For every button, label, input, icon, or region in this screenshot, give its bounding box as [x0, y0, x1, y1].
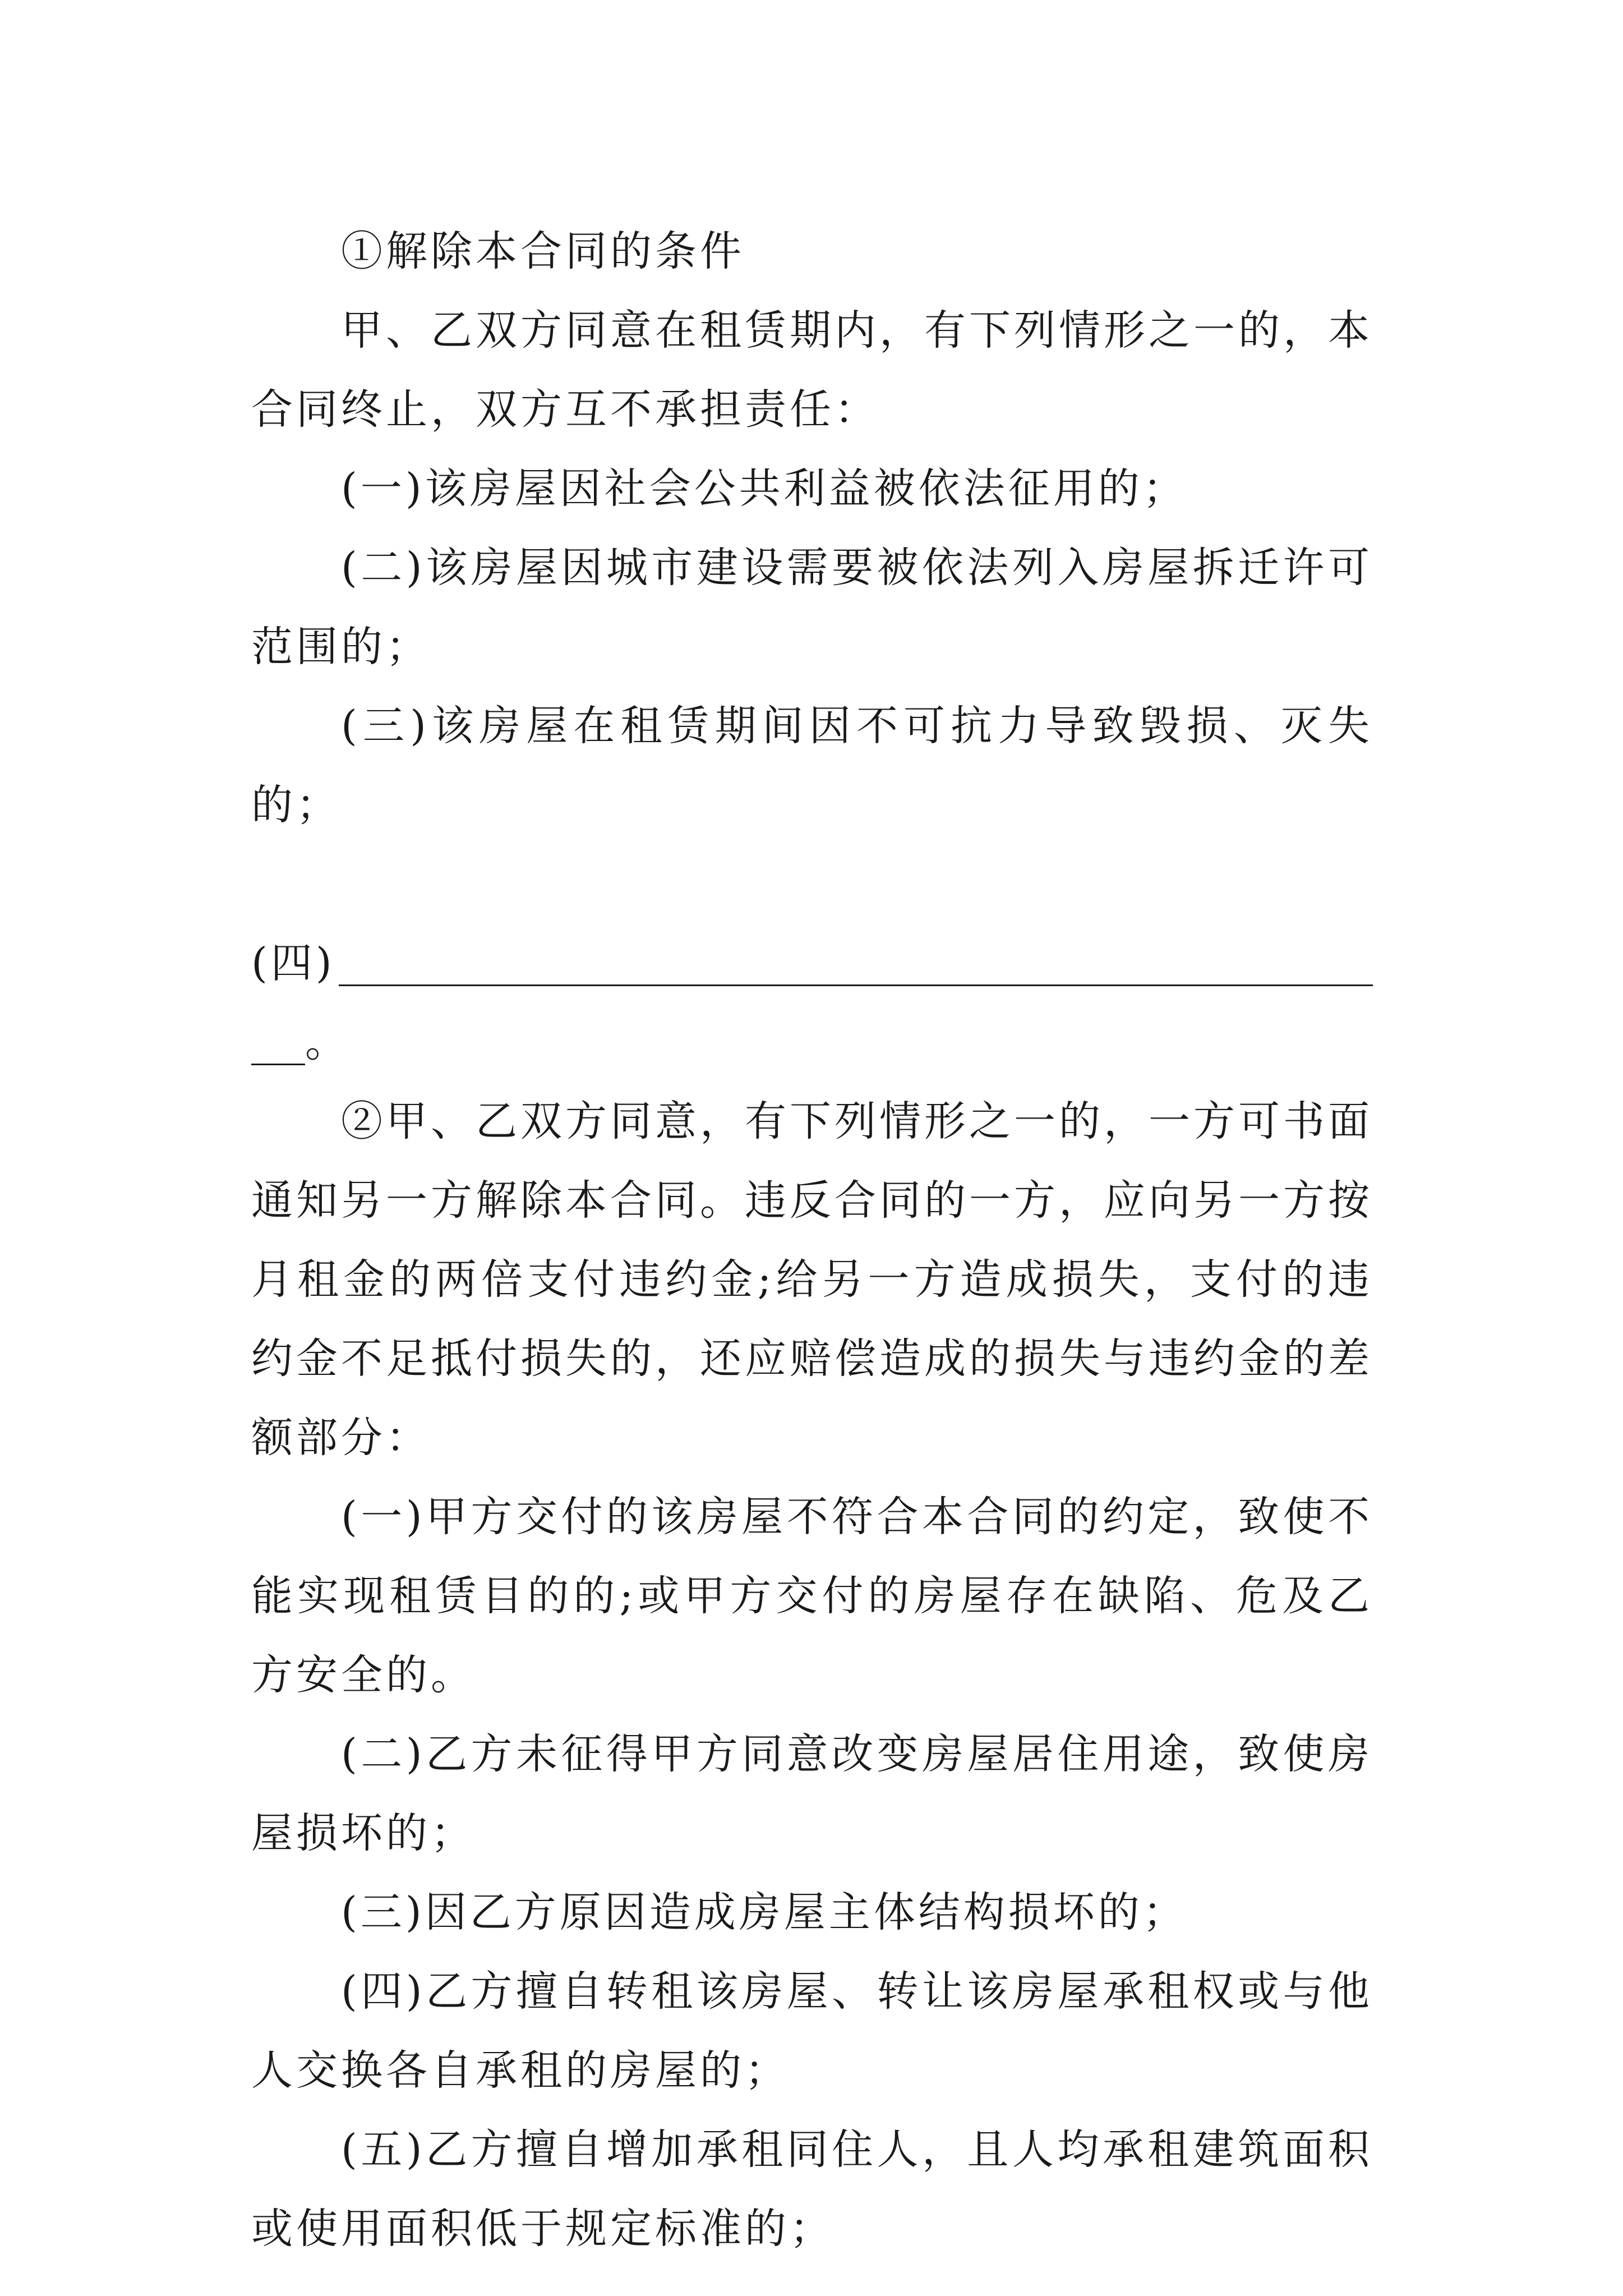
clause-item-4-label: (四) [251, 939, 335, 987]
clause-item-4-end-punct: 。 [305, 1018, 350, 1066]
fill-in-blank-line [339, 984, 1373, 986]
section-heading-termination-conditions: ①解除本合同的条件 [341, 227, 745, 275]
clause-item-4-blank [251, 924, 1373, 1003]
fill-in-blank-line-end [251, 1064, 305, 1065]
breach-item-4: (四)乙方擅自转租该房屋、转让该房屋承租权或与他人交换各自承租的房屋的； [251, 1967, 1373, 2095]
spacer [251, 845, 1373, 924]
breach-item-3: (三)因乙方原因造成房屋主体结构损坏的； [341, 1888, 1188, 1936]
section-heading-breach-termination: ②甲、乙双方同意，有下列情形之一的，一方可书面通知另一方解除本合同。违反合同的一方，应向另一方按月租金的两倍支付违约金;给另一方造成损失，支付的违约金不足抵付损失的，还应赔偿造成的损失与违约金的差额部分： [251, 1097, 1373, 1462]
breach-item-2: (二)乙方未征得甲方同意改变房屋居住用途，致使房屋损坏的； [251, 1730, 1373, 1857]
document-body [251, 212, 1373, 2269]
paragraph-mutual-termination: 甲、乙双方同意在租赁期内，有下列情形之一的，本合同终止，双方互不承担责任： [251, 306, 1373, 434]
clause-item-4-tail [251, 1003, 1373, 1082]
clause-item-3: (三)该房屋在租赁期间因不可抗力导致毁损、灭失的； [251, 702, 1373, 829]
clause-item-1: (一)该房屋因社会公共利益被依法征用的； [341, 464, 1188, 513]
clause-item-2: (二)该房屋因城市建设需要被依法列入房屋拆迁许可范围的； [251, 544, 1373, 671]
breach-item-5: (五)乙方擅自增加承租同住人，且人均承租建筑面积或使用面积低于规定标准的； [251, 2125, 1373, 2253]
breach-item-1: (一)甲方交付的该房屋不符合本合同的约定，致使不能实现租赁目的的;或甲方交付的房屋存在缺陷、危及乙方安全的。 [251, 1493, 1373, 1699]
